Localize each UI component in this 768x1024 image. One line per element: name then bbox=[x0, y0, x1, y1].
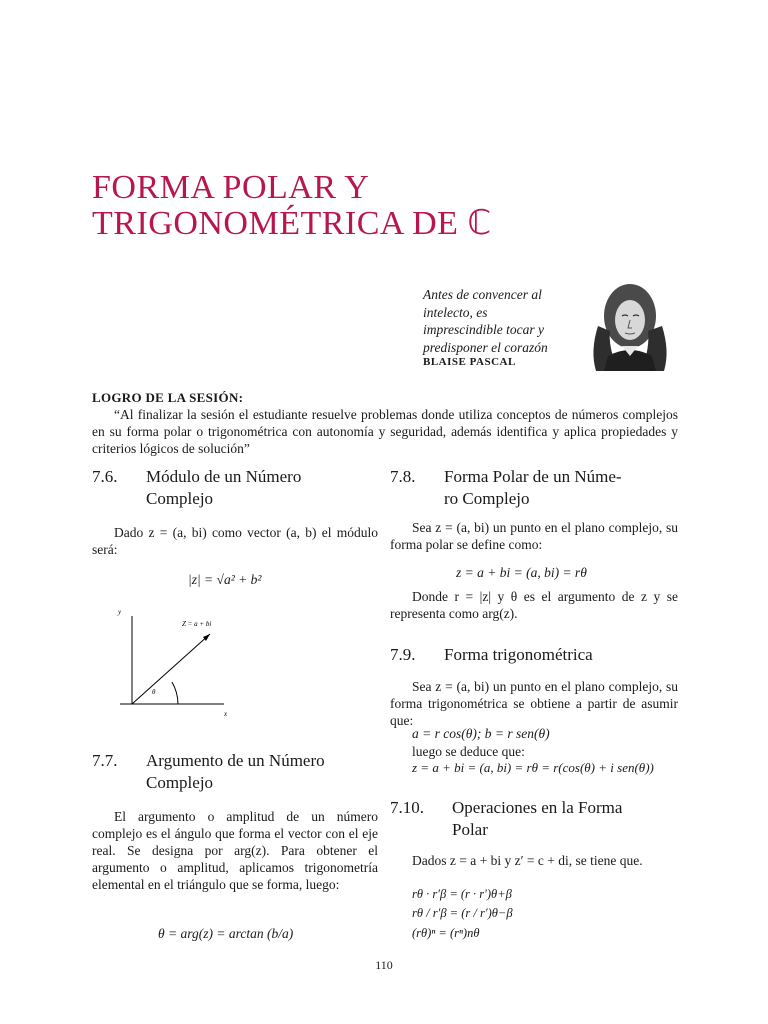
section-7-8-heading bbox=[390, 466, 680, 512]
angle-label: θ bbox=[152, 688, 156, 696]
logro-text: “Al finalizar la sesión el estudiante resuelve problemas donde utiliza conceptos de números complejos en su forma polar o trigonométrica con autonomía y seguridad, además identifica y aplica propiedades y criterios lógicos de solución” bbox=[92, 407, 678, 456]
chapter-title-line-2: TRIGONOMÉTRICA DE ℂ bbox=[92, 205, 492, 242]
section-7-7-paragraph: El argumento o amplitud de un número complejo es el ángulo que forma el vector con el eje real. Se designa por arg(z). Para obtener el argumento o amplitud, aplicamos trigonometría elemental en el triángulo que se forma, luego: bbox=[92, 809, 378, 892]
section-number: 7.8. bbox=[390, 467, 416, 486]
section-7-10-paragraph: Dados z = a + bi y z′ = c + di, se tiene que. bbox=[412, 853, 643, 868]
section-7-9-paragraph: Sea z = (a, bi) un punto en el plano complejo, su forma trigonométrica se obtiene a partir de asumir que: bbox=[390, 679, 678, 728]
section-title: Operaciones en la Forma Polar bbox=[452, 798, 623, 839]
section-title: Forma Polar de un Núme- ro Complejo bbox=[444, 467, 622, 508]
section-7-6-paragraph: Dado z = (a, bi) como vector (a, b) el módulo será: bbox=[92, 525, 378, 557]
x-axis-label: x bbox=[224, 710, 228, 718]
y-axis-label: y bbox=[118, 608, 122, 616]
epigraph-line: imprescindible tocar y bbox=[423, 322, 544, 337]
section-7-10-heading bbox=[390, 797, 680, 843]
polar-form-equation: z = a + bi = (a, bi) = rθ bbox=[456, 565, 587, 580]
modulus-equation: |z| = √a² + b² bbox=[188, 572, 262, 587]
section-7-9-text: luego se deduce que: bbox=[412, 744, 525, 759]
epigraph-author: BLAISE PASCAL bbox=[423, 356, 516, 368]
polar-power-equation: (rθ)ⁿ = (rⁿ)nθ bbox=[412, 926, 480, 940]
trig-form-equation: z = a + bi = (a, bi) = rθ = r(cos(θ) + i sen(θ)) bbox=[412, 760, 654, 775]
argument-equation: θ = arg(z) = arctan (b/a) bbox=[158, 926, 294, 941]
section-number: 7.7. bbox=[92, 751, 118, 770]
section-7-6-heading bbox=[92, 466, 382, 512]
epigraph-quote bbox=[423, 286, 573, 356]
polar-quotient-equation: rθ / r′β = (r / r′)θ−β bbox=[412, 906, 513, 920]
section-number: 7.9. bbox=[390, 645, 416, 664]
page-number: 110 bbox=[375, 958, 393, 972]
section-title: Forma trigonométrica bbox=[444, 645, 593, 664]
section-7-7-heading bbox=[92, 750, 382, 796]
chapter-title bbox=[92, 170, 692, 242]
section-title: Módulo de un Número Complejo bbox=[146, 467, 302, 508]
section-7-8-paragraph-2: Donde r = |z| y θ es el argumento de z y se representa como arg(z). bbox=[390, 589, 678, 621]
section-number: 7.6. bbox=[92, 467, 118, 486]
epigraph-line: intelecto, es bbox=[423, 304, 488, 320]
trig-assumption-equation: a = r cos(θ); b = r sen(θ) bbox=[412, 726, 550, 741]
vector-label: Z = a + bi bbox=[182, 620, 212, 628]
section-number: 7.10. bbox=[390, 798, 424, 817]
section-7-9-heading bbox=[390, 644, 680, 668]
section-7-8-paragraph-1: Sea z = (a, bi) un punto en el plano complejo, su forma polar se define como: bbox=[390, 520, 678, 552]
epigraph-line: predisponer el corazón bbox=[423, 339, 548, 355]
polar-product-equation: rθ · r′β = (r · r′)θ+β bbox=[412, 887, 512, 901]
chapter-title-line-1: FORMA POLAR Y bbox=[92, 169, 370, 206]
section-title: Argumento de un Número Complejo bbox=[146, 751, 325, 792]
pascal-portrait bbox=[578, 276, 678, 371]
vector-diagram bbox=[112, 604, 242, 724]
epigraph-line: Antes de convencer al bbox=[423, 287, 542, 302]
logro-heading: LOGRO DE LA SESIÓN: bbox=[92, 390, 244, 405]
